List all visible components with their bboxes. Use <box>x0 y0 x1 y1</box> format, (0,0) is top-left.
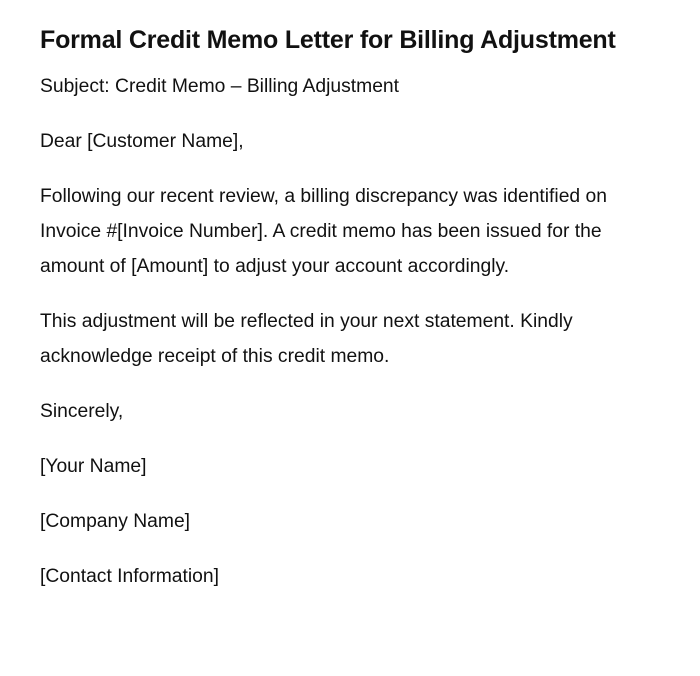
body-paragraph-2: This adjustment will be reflected in your next statement. Kindly acknowledge receipt of this credit memo. <box>40 311 573 367</box>
letter-document <box>40 24 650 614</box>
sender-name: [Your Name] <box>40 456 147 477</box>
company-name: [Company Name] <box>40 511 191 532</box>
subject-line: Subject: Credit Memo – Billing Adjustment <box>40 76 400 97</box>
salutation: Dear [Customer Name], <box>40 131 244 152</box>
contact-information: [Contact Information] <box>40 566 219 587</box>
document-title: Formal Credit Memo Letter for Billing Adjustment <box>40 26 616 54</box>
closing: Sincerely, <box>40 401 124 422</box>
body-paragraph-1: Following our recent review, a billing discrepancy was identified on Invoice #[Invoice Number]. A credit memo has been issued for the amount of [Amount] to adjust your account accordingly. <box>40 186 607 277</box>
